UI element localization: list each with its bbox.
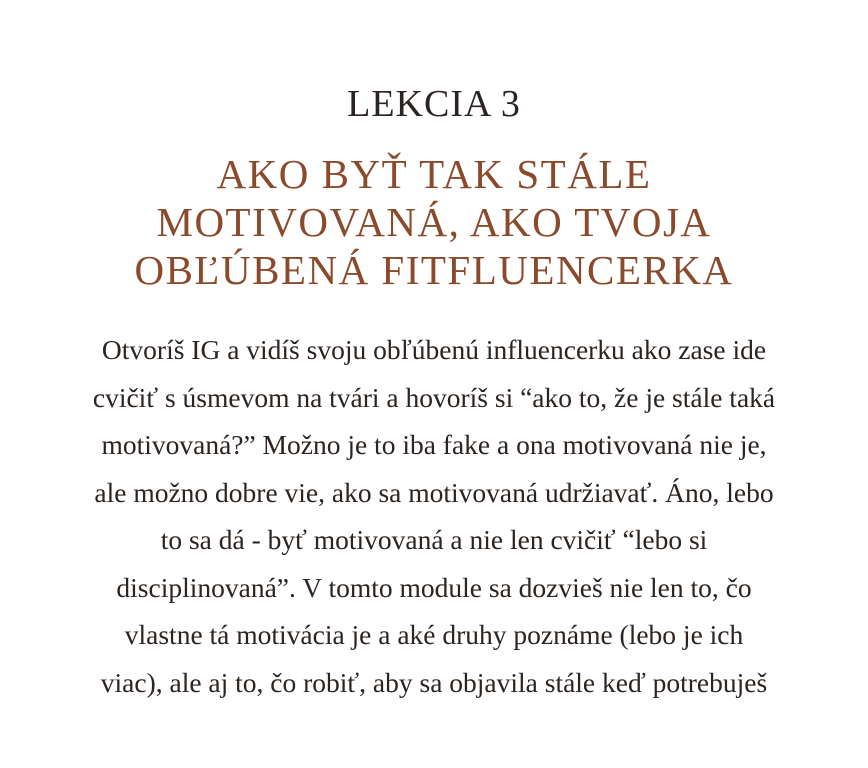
lesson-title — [40, 150, 828, 294]
lesson-title-line: AKO BYŤ TAK STÁLE — [216, 151, 652, 197]
lesson-description-line: motivovaná?” Možno je to iba fake a ona motivovaná nie je, — [101, 429, 767, 460]
lesson-title-line: OBĽÚBENÁ FITFLUENCERKA — [134, 247, 734, 293]
lesson-description-line: vlastne tá motivácia je a aké druhy poznáme (lebo je ich — [124, 619, 744, 650]
lesson-description-line: cvičiť s úsmevom na tvári a hovoríš si “ako to, že je stále taká — [92, 381, 776, 413]
lesson-description-line: viac), ale aj to, čo robiť, aby sa objavila stále keď potrebuješ — [100, 666, 768, 698]
lesson-title-line: MOTIVOVANÁ, AKO TVOJA — [156, 199, 712, 245]
lesson-description-line: disciplinovaná”. V tomto module sa dozvieš nie len to, čo — [116, 571, 752, 603]
lesson-description-line: ale možno dobre vie, ako sa motivovaná udržiavať. Áno, lebo — [94, 476, 774, 508]
lesson-description — [20, 326, 848, 706]
lesson-description-line: Otvoríš IG a vidíš svoju obľúbenú influencerku ako zase ide — [101, 334, 767, 365]
lesson-description-line: to sa dá - byť motivovaná a nie len cvičiť “lebo si — [160, 524, 708, 555]
lesson-number-heading: LEKCIA 3 — [347, 83, 521, 125]
